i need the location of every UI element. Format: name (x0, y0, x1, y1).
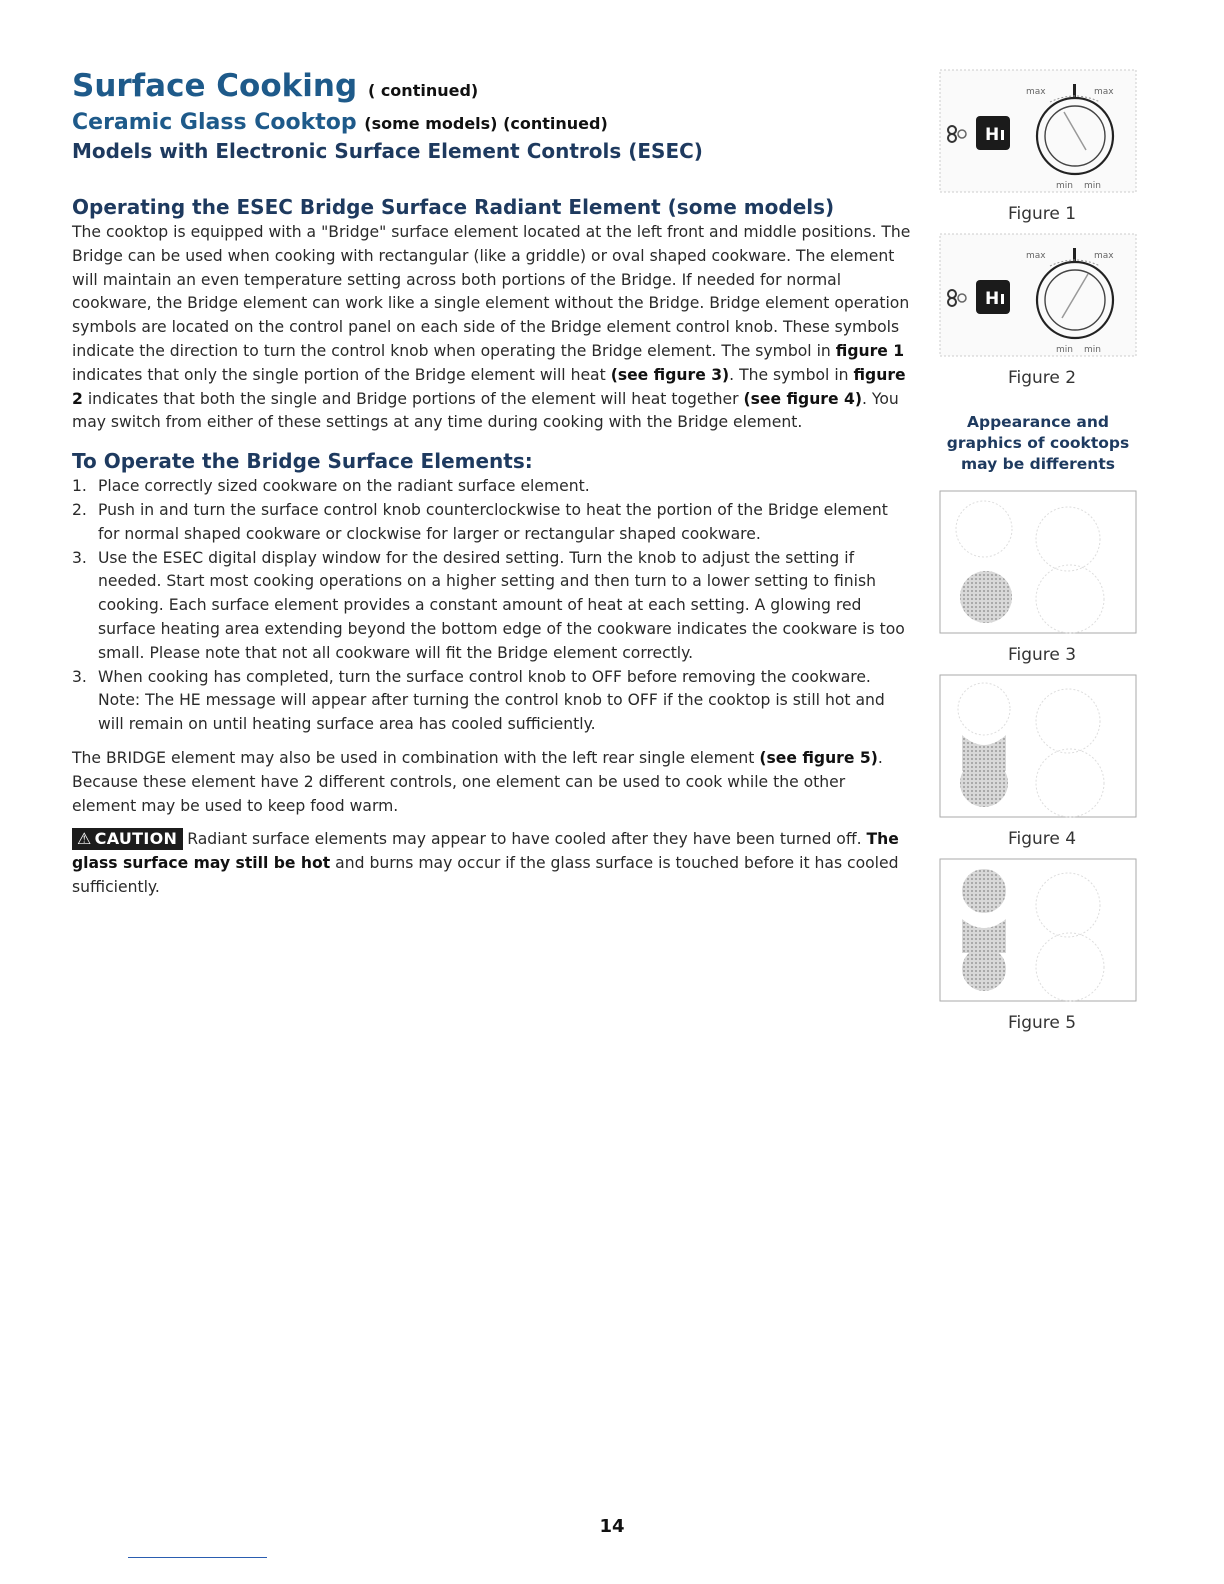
caution-badge-label: CAUTION (94, 829, 178, 849)
operating-bold-2: (see figure 3) (610, 365, 730, 384)
caution-badge (72, 828, 183, 850)
operating-paragraph (72, 221, 912, 435)
display-text: H (985, 289, 1000, 309)
figure-5-caption: Figure 5 (1007, 1013, 1077, 1033)
main-content (72, 68, 912, 900)
step-number: 3. (72, 548, 87, 567)
display-text: H (985, 125, 1000, 145)
caution-text-1: Radiant surface elements may appear to have cooled after they have been turned off. (187, 830, 862, 849)
page-title-suffix: ( continued) (367, 81, 479, 100)
figure-3 (938, 489, 1146, 665)
caution-text-2: and burns may occur if the glass surface is touched before it has cooled sufficiently. (72, 854, 899, 896)
step-text: Push in and turn the surface control knob counterclockwise to heat the portion of the Bridge element for normal shaped cookware or clockwise for larger or rectangular shaped cookware. (98, 500, 888, 543)
page-number: 14 (599, 1516, 625, 1537)
list-item (72, 547, 912, 666)
combination-text-1: The BRIDGE element may also be used in combination with the left rear single element (72, 748, 755, 767)
caution-bold-1: The glass surface may still be hot (72, 830, 899, 873)
element-left-front-active (962, 947, 1006, 991)
step-text: Place correctly sized cookware on the radiant surface element. (98, 477, 590, 496)
figure-2 (938, 232, 1146, 388)
page-subtitle (72, 109, 912, 138)
combination-bold-1: (see figure 5) (759, 748, 878, 767)
footer-rule (128, 1557, 267, 1558)
page-title-text: Surface Cooking (72, 68, 358, 104)
figure-5 (938, 857, 1146, 1033)
element-left-rear-active (962, 869, 1006, 913)
operating-text-3: . The symbol in (729, 365, 849, 384)
page-title (72, 68, 912, 109)
cooktop-figure-3 (938, 489, 1138, 635)
section-title: Models with Electronic Surface Element Controls (ESEC) (72, 139, 703, 163)
figure-4 (938, 673, 1146, 849)
step-text: When cooking has completed, turn the surface control knob to OFF before removing the cookware. Note: The HE message will appear after turning the control knob to OFF if the cooktop is still hot and will remain on until heating surface area has cooled sufficiently. (98, 667, 885, 734)
step-number: 3. (72, 667, 87, 686)
appearance-note: Appearance and graphics of cooktops may be differents (946, 413, 1130, 473)
operating-bold-4: (see figure 4) (743, 389, 862, 408)
figure-2-caption: Figure 2 (1007, 368, 1077, 388)
min-label-right: min (1084, 345, 1101, 355)
list-item (72, 475, 912, 499)
operating-text-4: indicates that both the single and Bridge portions of the element will heat together (87, 389, 739, 408)
step-text: Use the ESEC digital display window for the desired setting. Turn the knob to adjust the setting if needed. Start most cooking operations on a higher setting and then turn to a lower setting to finish cooking. Each surface element provides a constant amount of heat at each setting. A glowing red surface heating area extending beyond the bottom edge of the cookware indicates the cookware is too small. Please note that not all cookware will fit the Bridge element correctly. (98, 548, 905, 662)
cooktop-figure-5 (938, 857, 1138, 1003)
operating-text-1: The cooktop is equipped with a "Bridge" surface element located at the left front and middle positions. The Bridge can be used when cooking with rectangular (like a griddle) or oval shaped cookware. The element will maintain an even temperature setting across both portions of the Bridge. If needed for normal cookware, the Bridge element can work like a single element without the Bridge. Bridge element operation symbols are located on the control panel on each side of the Bridge element control knob. These symbols indicate the direction to turn the control knob when operating the Bridge element. The symbol in (72, 223, 911, 360)
min-label-right: min (1084, 181, 1101, 191)
list-item (72, 666, 912, 737)
max-label-right: max (1094, 87, 1114, 97)
figures-column (930, 68, 1146, 1033)
operating-bold-1: figure 1 (835, 341, 905, 360)
min-label-left: min (1056, 181, 1073, 191)
step-number: 2. (72, 500, 87, 519)
control-knob-figure-1 (938, 68, 1138, 194)
list-item (72, 499, 912, 547)
combination-paragraph (72, 747, 912, 818)
min-label-left: min (1056, 345, 1073, 355)
page-subtitle-suffix: (some models) (continued) (364, 114, 608, 133)
max-label-right: max (1094, 251, 1114, 261)
max-label-left: max (1026, 87, 1046, 97)
caution-paragraph (72, 828, 912, 899)
operating-text-2: indicates that only the single portion of the Bridge element will heat (72, 365, 606, 384)
operate-steps-list (72, 475, 912, 737)
operating-heading: Operating the ESEC Bridge Surface Radiant Element (some models) (72, 195, 835, 219)
element-left-front-active (960, 759, 1008, 807)
cooktop-figure-4 (938, 673, 1138, 819)
step-number: 1. (72, 477, 87, 496)
figure-4-caption: Figure 4 (1007, 829, 1077, 849)
display-dot (1001, 294, 1004, 304)
figure-3-caption: Figure 3 (1007, 645, 1077, 665)
figure-1 (938, 68, 1146, 224)
page-subtitle-text: Ceramic Glass Cooktop (72, 110, 357, 135)
combination-text-2: . Because these element have 2 different controls, one element can be used to cook while the other element may be used to keep food warm. (72, 748, 883, 815)
operating-bold-3: figure 2 (72, 365, 906, 408)
operating-text-5: . You may switch from either of these settings at any time during cooking with the Bridge element. (72, 389, 899, 432)
operate-steps-heading: To Operate the Bridge Surface Elements: (72, 449, 533, 474)
figure-1-caption: Figure 1 (1007, 204, 1077, 224)
display-dot (1001, 130, 1004, 140)
control-knob-figure-2 (938, 232, 1138, 358)
element-left-front-active (960, 571, 1012, 623)
warning-icon: ⚠ (77, 829, 92, 849)
max-label-left: max (1026, 251, 1046, 261)
